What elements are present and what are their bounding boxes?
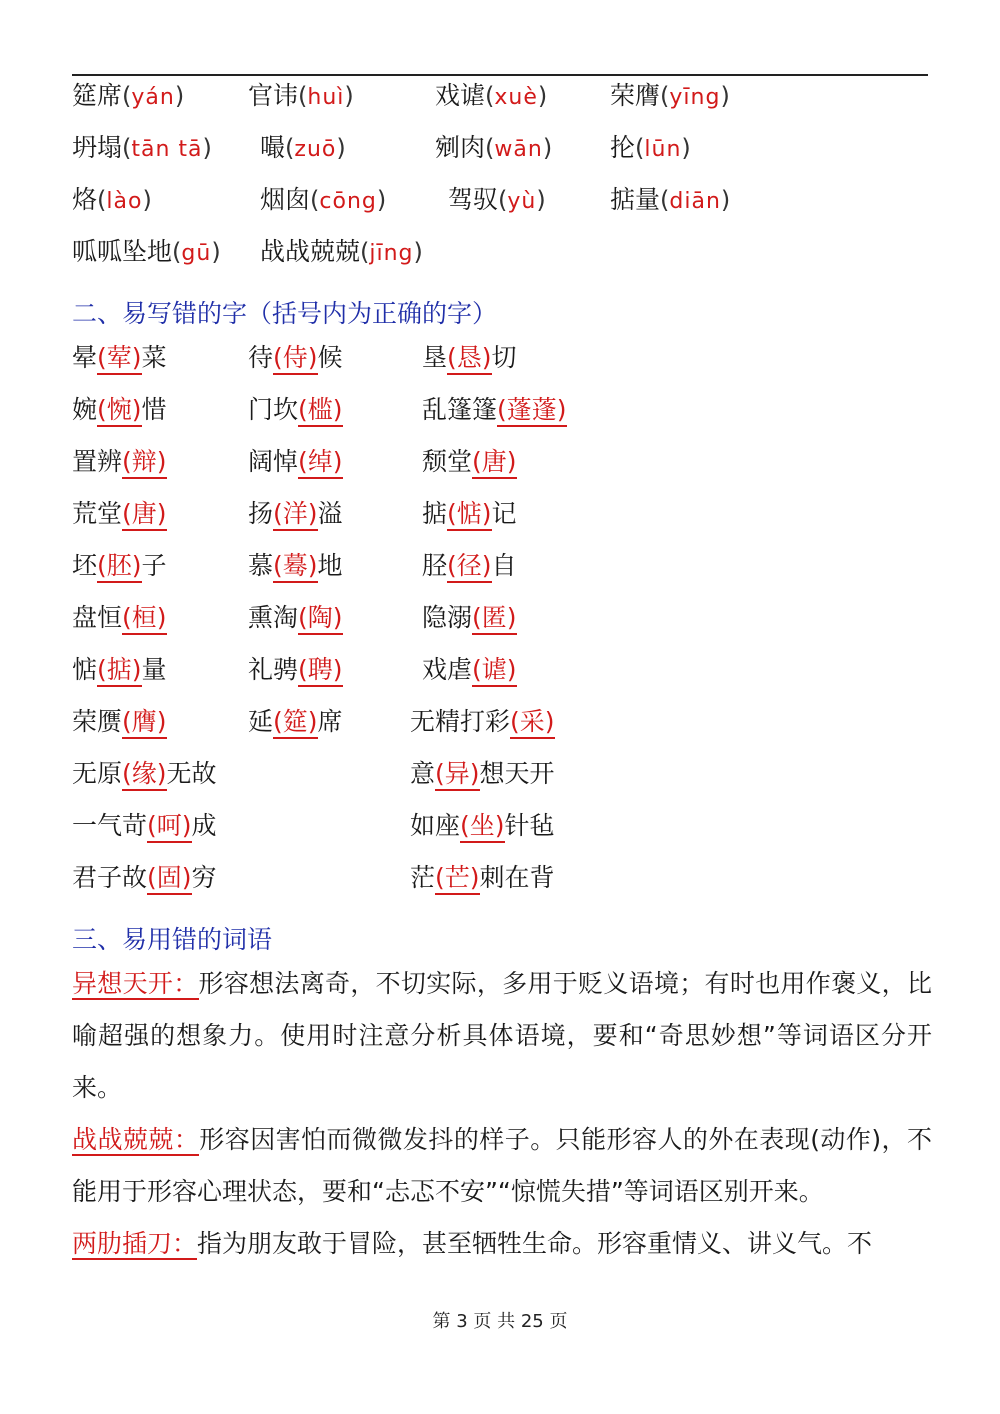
- correct-character: (异): [435, 759, 480, 791]
- wrong-text-before: 坯: [72, 551, 98, 580]
- wrong-text-before: 阔悼: [248, 447, 299, 476]
- wrong-text-before: 置辨: [72, 447, 123, 476]
- definition-text: 指为朋友敢于冒险，甚至牺牲生命。形容重情义、讲义气。不: [197, 1229, 873, 1258]
- typo-item: [72, 390, 167, 430]
- correct-character: (侍): [273, 343, 318, 375]
- typo-row: [0, 650, 1000, 690]
- definition-term: 两肋插刀：: [72, 1229, 198, 1258]
- typo-item: [422, 650, 517, 690]
- pinyin-item: 剜肉(wān): [435, 133, 553, 162]
- wrong-text-before: 掂: [422, 499, 448, 528]
- wrong-text-before: 君子故: [72, 863, 148, 892]
- correct-character: (缘): [122, 759, 167, 791]
- wrong-text-before: 礼骋: [248, 655, 299, 684]
- correct-character: (胚): [97, 551, 142, 583]
- pinyin-item: 呱呱坠地(gū): [72, 237, 221, 266]
- typo-row: [0, 754, 1000, 794]
- typo-item: [72, 650, 167, 690]
- typo-item: [72, 546, 167, 586]
- wrong-text-after: 针毡: [504, 811, 555, 840]
- typo-item: [72, 754, 217, 794]
- pinyin-item: 嘬(zuō): [260, 133, 346, 162]
- correct-character: (辩): [122, 447, 167, 479]
- typo-row: [0, 806, 1000, 846]
- wrong-text-after: 地: [317, 551, 343, 580]
- pinyin-item: 戏谑(xuè): [435, 81, 548, 110]
- correct-character: (恳): [447, 343, 492, 375]
- pinyin-item: 战战兢兢(jīng): [260, 237, 423, 266]
- typo-item: [72, 494, 167, 534]
- wrong-text-before: 荒堂: [72, 499, 123, 528]
- wrong-text-before: 一气苛: [72, 811, 148, 840]
- correct-character: (匿): [472, 603, 517, 635]
- correct-character: (洋): [273, 499, 318, 531]
- correct-character: (唐): [122, 499, 167, 531]
- wrong-text-before: 盘恒: [72, 603, 123, 632]
- correct-character: (呵): [147, 811, 192, 843]
- wrong-text-before: 戏虐: [422, 655, 473, 684]
- wrong-text-before: 荣赝: [72, 707, 123, 736]
- pinyin-item: 筵席(yán): [72, 81, 185, 110]
- wrong-text-before: 惦: [72, 655, 98, 684]
- typo-row: [0, 338, 1000, 378]
- wrong-text-after: 席: [317, 707, 343, 736]
- correct-character: (聘): [298, 655, 343, 687]
- wrong-text-after: 惜: [141, 395, 167, 424]
- typo-item: [248, 338, 343, 378]
- wrong-text-before: 无精打彩: [410, 707, 511, 736]
- definition-term: 异想天开：: [72, 969, 199, 998]
- typo-item: [410, 754, 555, 794]
- typo-row: [0, 702, 1000, 742]
- typo-item: [248, 390, 343, 430]
- typo-item: [72, 702, 167, 742]
- correct-character: (固): [147, 863, 192, 895]
- wrong-text-after: 自: [491, 551, 517, 580]
- wrong-text-before: 胫: [422, 551, 448, 580]
- correct-character: (芒): [435, 863, 480, 895]
- wrong-text-before: 隐溺: [422, 603, 473, 632]
- correct-character: (采): [510, 707, 555, 739]
- correct-character: (唐): [472, 447, 517, 479]
- definition-entry: [72, 958, 932, 1114]
- typo-item: [422, 494, 517, 534]
- typo-item: [422, 442, 517, 482]
- wrong-text-before: 延: [248, 707, 274, 736]
- typo-item: [248, 494, 343, 534]
- definition-term: 战战兢兢：: [72, 1125, 200, 1154]
- section-title-typos: 二、易写错的字（括号内为正确的字）: [72, 299, 498, 328]
- typo-item: [422, 338, 517, 378]
- typo-item: [248, 442, 343, 482]
- wrong-text-before: 茫: [410, 863, 436, 892]
- wrong-text-before: 婉: [72, 395, 98, 424]
- typo-item: [410, 858, 555, 898]
- definition-entry: [72, 1218, 932, 1270]
- correct-character: (绰): [298, 447, 343, 479]
- correct-character: (掂): [97, 655, 142, 687]
- typo-row: [0, 390, 1000, 430]
- wrong-text-after: 刺在背: [479, 863, 555, 892]
- wrong-text-before: 乱篷篷: [422, 395, 498, 424]
- typo-item: [72, 598, 167, 638]
- typo-item: [410, 702, 555, 742]
- pinyin-item: 掂量(diān): [610, 185, 731, 214]
- pinyin-item: 烙(lào): [72, 185, 152, 214]
- correct-character: (惋): [97, 395, 142, 427]
- definition-text: 形容因害怕而微微发抖的样子。只能形容人的外在表现(动作)，不能用于形容心理状态，要和“忐忑不安”“惊慌失措”等词语区别开来。: [72, 1125, 932, 1206]
- wrong-text-after: 想天开: [479, 759, 555, 788]
- pinyin-item: 坍塌(tān tā): [72, 133, 212, 162]
- typo-item: [248, 598, 343, 638]
- pinyin-item: 官讳(huì): [248, 81, 354, 110]
- wrong-text-after: 切: [491, 343, 517, 372]
- wrong-text-after: 溢: [317, 499, 343, 528]
- correct-character: (陶): [298, 603, 343, 635]
- typo-item: [72, 442, 167, 482]
- typo-item: [72, 858, 217, 898]
- pinyin-item: 抡(lūn): [610, 133, 691, 162]
- typo-row: [0, 494, 1000, 534]
- wrong-text-after: 无故: [166, 759, 217, 788]
- typo-item: [248, 702, 343, 742]
- wrong-text-before: 慕: [248, 551, 274, 580]
- wrong-text-before: 待: [248, 343, 274, 372]
- typo-row: [0, 858, 1000, 898]
- correct-character: (径): [447, 551, 492, 583]
- wrong-text-before: 晕: [72, 343, 98, 372]
- typo-item: [72, 338, 167, 378]
- correct-character: (蓦): [273, 551, 318, 583]
- correct-character: (惦): [447, 499, 492, 531]
- correct-character: (桓): [122, 603, 167, 635]
- wrong-text-after: 穷: [191, 863, 217, 892]
- wrong-text-before: 扬: [248, 499, 274, 528]
- correct-character: (坐): [460, 811, 505, 843]
- wrong-text-after: 候: [317, 343, 343, 372]
- wrong-text-after: 成: [191, 811, 217, 840]
- typo-item: [248, 546, 343, 586]
- definition-text: 形容想法离奇，不切实际，多用于贬义语境；有时也用作褒义，比喻超强的想象力。使用时注意分析具体语境，要和“奇思妙想”等词语区分开来。: [72, 969, 932, 1102]
- wrong-text-after: 记: [491, 499, 517, 528]
- typo-item: [248, 650, 343, 690]
- correct-character: (膺): [122, 707, 167, 739]
- pinyin-item: 驾驭(yù): [448, 185, 546, 214]
- correct-character: (蓬蓬): [497, 395, 567, 427]
- typo-row: [0, 598, 1000, 638]
- typo-item: [422, 546, 517, 586]
- section-title-misused-words: 三、易用错的词语: [72, 925, 273, 954]
- wrong-text-before: 如座: [410, 811, 461, 840]
- correct-character: (荤): [97, 343, 142, 375]
- wrong-text-after: 量: [141, 655, 167, 684]
- typo-item: [422, 598, 517, 638]
- typo-item: [72, 806, 217, 846]
- wrong-text-before: 颓堂: [422, 447, 473, 476]
- wrong-text-before: 门坎: [248, 395, 299, 424]
- wrong-text-before: 无原: [72, 759, 123, 788]
- definition-entry: [72, 1114, 932, 1218]
- wrong-text-after: 菜: [141, 343, 167, 372]
- correct-character: (谑): [472, 655, 517, 687]
- pinyin-item: 荣膺(yīng): [610, 81, 730, 110]
- pinyin-item: 烟囱(cōng): [260, 185, 387, 214]
- wrong-text-before: 熏淘: [248, 603, 299, 632]
- typo-row: [0, 442, 1000, 482]
- typo-row: [0, 546, 1000, 586]
- page-footer: 第 3 页 共 25 页: [432, 1311, 568, 1332]
- wrong-text-before: 垦: [422, 343, 448, 372]
- typo-item: [422, 390, 567, 430]
- wrong-text-after: 子: [141, 551, 167, 580]
- typo-item: [410, 806, 555, 846]
- wrong-text-before: 意: [410, 759, 436, 788]
- correct-character: (筵): [273, 707, 318, 739]
- correct-character: (槛): [298, 395, 343, 427]
